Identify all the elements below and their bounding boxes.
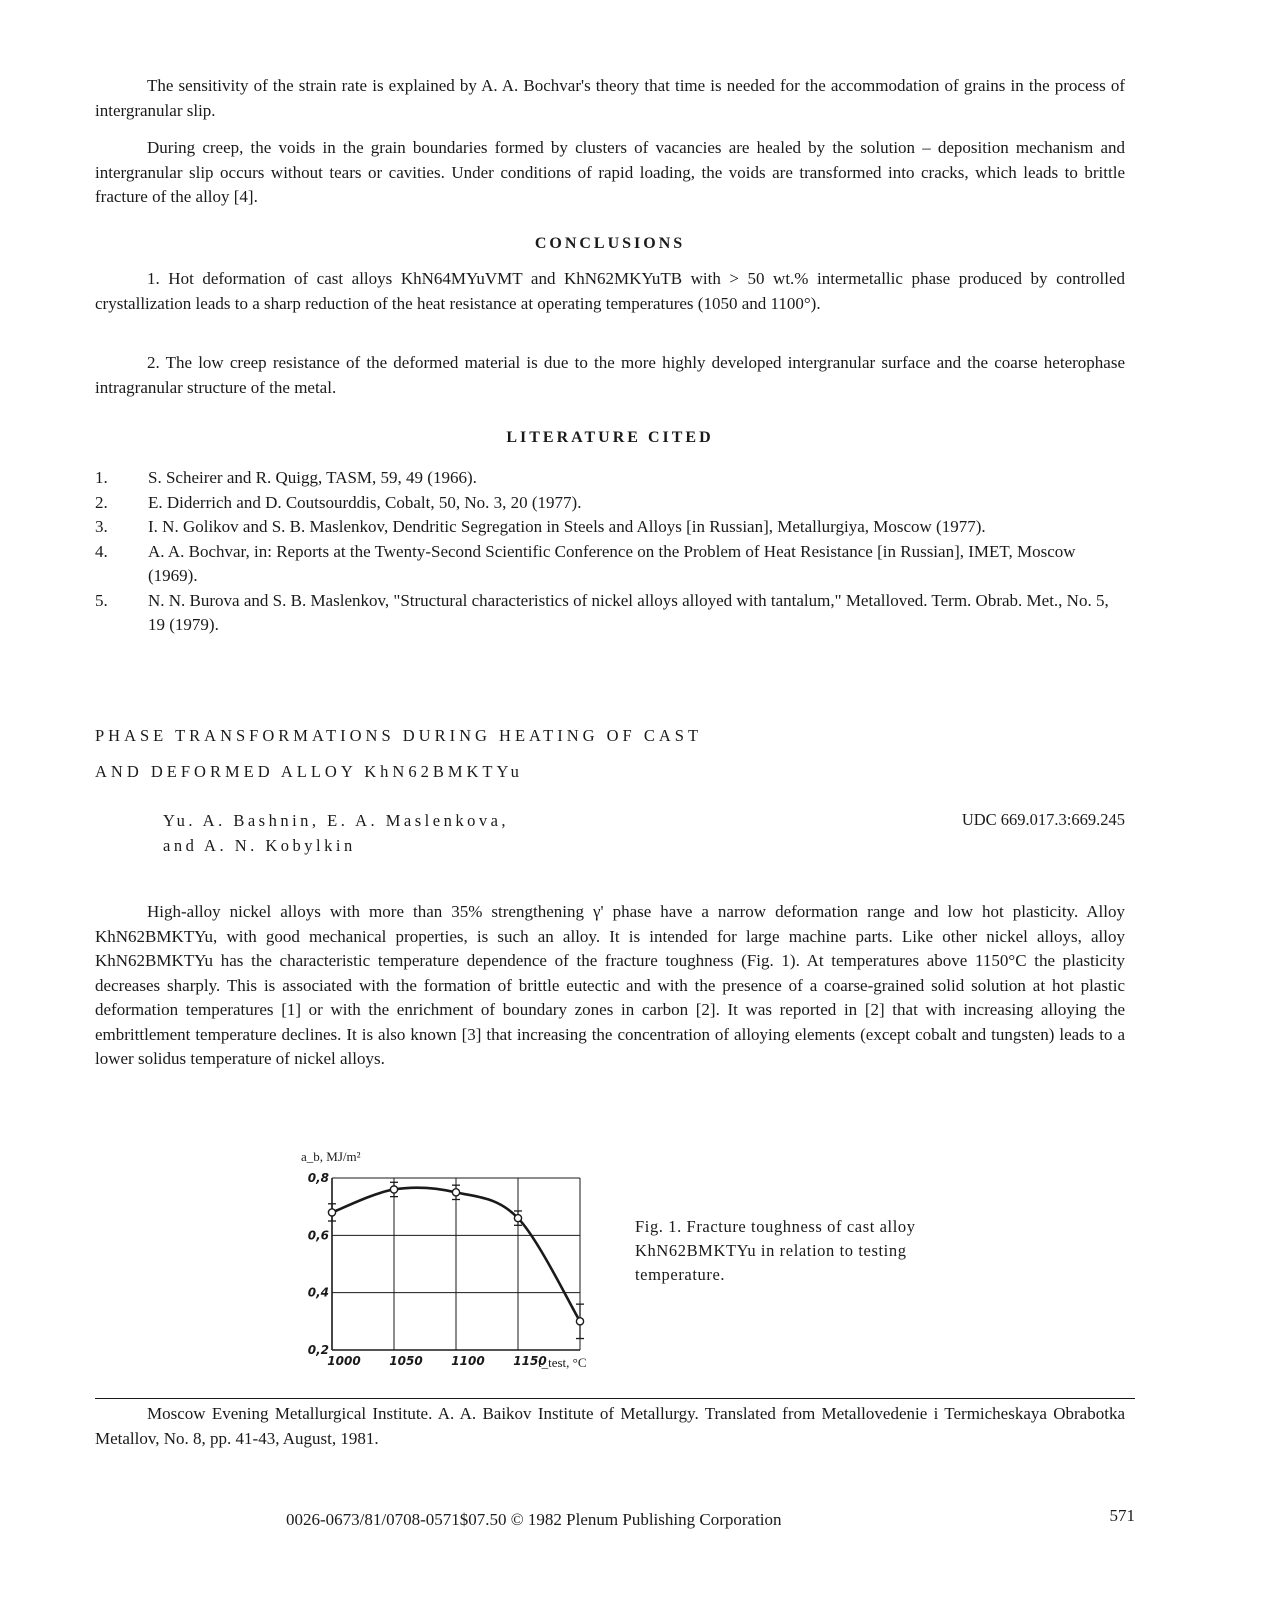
chart-grid	[332, 1178, 580, 1350]
reference-text: S. Scheirer and R. Quigg, TASM, 59, 49 (1966).	[148, 468, 477, 487]
paragraph-creep: During creep, the voids in the grain boundaries formed by clusters of vacancies are healed by the solution – deposition mechanism and intergranular slip occurs without tears or cavities. Under conditions of rapid loading, the voids are transformed into cracks, which leads to brittle fracture of the alloy [4].	[95, 138, 1125, 206]
y-tick-label: 0,2	[307, 1343, 329, 1357]
conclusions-heading: CONCLUSIONS	[534, 235, 686, 252]
y-tick-label: 0,4	[307, 1285, 329, 1300]
figure-1	[295, 1140, 615, 1375]
conclusion-2: 2. The low creep resistance of the deformed material is due to the more highly developed intergranular surface and the coarse heterophase intragranular structure of the metal.	[95, 353, 1125, 397]
authors-line-1: Yu. A. Bashnin, E. A. Maslenkova,	[163, 811, 510, 830]
reference-text: I. N. Golikov and S. B. Maslenkov, Dendritic Segregation in Steels and Alloys [in Russian], Metallurgiya, Moscow (1977).	[148, 517, 986, 536]
y-axis-label: a_b, MJ/m²	[301, 1149, 361, 1164]
reference-item	[95, 491, 1125, 516]
article-intro: High-alloy nickel alloys with more than 35% strengthening γ' phase have a narrow deformation range and low hot plasticity. Alloy KhN62BMKTYu, with good mechanical properties, is such an alloy. It is intended for large machine parts. Like other nickel alloys, alloy KhN62BMKTYu has the characteristic temperature dependence of the fracture toughness (Fig. 1). At temperatures above 1150°C the plasticity decreases sharply. This is associated with the formation of brittle eutectic and with the presence of a coarse-grained solid solution at hot plastic deformation temperatures [1] or with the enrichment of boundary zones in carbon [2]. It was reported in [2] that with increasing alloying the embrittlement temperature declines. It is also known [3] that increasing the concentration of alloying elements (except cobalt and tungsten) leads to a lower solidus temperature of nickel alloys.	[95, 902, 1125, 1068]
paragraph-strain-rate: The sensitivity of the strain rate is explained by A. A. Bochvar's theory that time is needed for the accommodation of grains in the process of intergranular slip.	[95, 76, 1125, 120]
authors-line-2: and A. N. Kobylkin	[163, 836, 356, 855]
reference-text: A. A. Bochvar, in: Reports at the Twenty-Second Scientific Conference on the Problem of Heat Resistance [in Russian], IMET, Moscow (1969).	[148, 541, 1076, 585]
data-point	[328, 1209, 335, 1216]
data-point	[514, 1215, 521, 1222]
y-tick-label: 0,6	[307, 1228, 329, 1243]
reference-text: E. Diderrich and D. Coutsourddis, Cobalt, 50, No. 3, 20 (1977).	[148, 492, 582, 512]
y-tick-label: 0,8	[307, 1171, 329, 1185]
article-title-line-2: AND DEFORMED ALLOY KhN62BMKTYu	[95, 762, 523, 781]
article-title-line-1: PHASE TRANSFORMATIONS DURING HEATING OF CAST	[95, 726, 703, 745]
chart-ticks	[308, 1171, 547, 1368]
page-number: 571	[1109, 1506, 1135, 1525]
reference-item	[95, 540, 1125, 589]
reference-list	[95, 466, 1125, 638]
publication-code: 0026-0673/81/0708-0571$07.50 © 1982 Plenum Publishing Corporation	[286, 1510, 782, 1529]
footnote-rule	[95, 1398, 1135, 1399]
data-point	[576, 1318, 583, 1325]
reference-number: 5.	[95, 590, 108, 610]
x-tick-label: 1150	[513, 1354, 547, 1368]
reference-item	[95, 466, 1125, 491]
data-point	[390, 1186, 397, 1193]
x-tick-label: 1000	[327, 1354, 361, 1368]
authors	[163, 808, 723, 858]
x-tick-label: 1100	[451, 1354, 485, 1368]
fracture-toughness-chart	[295, 1140, 615, 1375]
x-tick-label: 1050	[389, 1354, 423, 1368]
conclusion-1: 1. Hot deformation of cast alloys KhN64MYuVMT and KhN62MKYuTB with > 50 wt.% intermetallic phase produced by controlled crystallization leads to a sharp reduction of the heat resistance at operating temperatures (1050 and 1100°).	[95, 269, 1125, 313]
udc-code: UDC 669.017.3:669.245	[961, 810, 1125, 829]
reference-text: N. N. Burova and S. B. Maslenkov, "Structural characteristics of nickel alloys alloyed with tantalum," Metalloved. Term. Obrab. Met., No. 5, 19 (1979).	[148, 590, 1109, 634]
reference-number: 4.	[95, 541, 108, 561]
affiliation-footnote: Moscow Evening Metallurgical Institute. A. A. Baikov Institute of Metallurgy. Translated from Metallovedenie i Termicheskaya Obrabotka Metallov, No. 8, pp. 41-43, August, 1981.	[95, 1404, 1125, 1448]
reference-number: 1.	[95, 468, 108, 487]
reference-item	[95, 515, 1125, 540]
x-axis-label: t_test, °C	[538, 1355, 587, 1370]
literature-heading: LITERATURE CITED	[506, 429, 714, 446]
reference-number: 2.	[95, 492, 108, 512]
figure-caption: Fig. 1. Fracture toughness of cast alloy KhN62BMKTYu in relation to testing temperature.	[635, 1217, 916, 1284]
data-point	[452, 1189, 459, 1196]
reference-item	[95, 589, 1125, 638]
reference-number: 3.	[95, 517, 108, 536]
